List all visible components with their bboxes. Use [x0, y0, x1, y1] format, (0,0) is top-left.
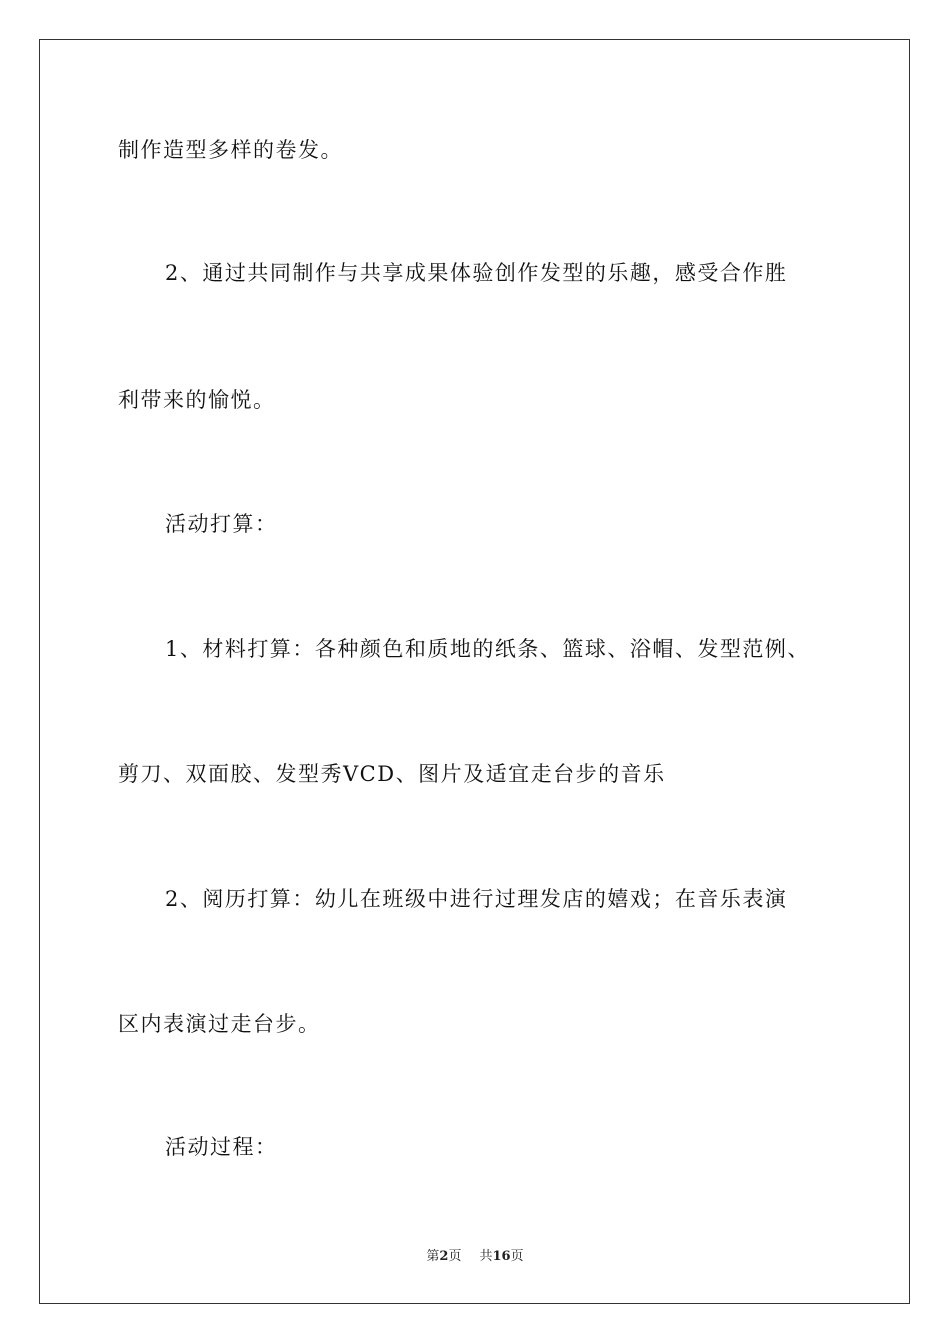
- total-label-prefix: 共: [479, 1249, 493, 1264]
- text-line-3: 利带来的愉悦。: [118, 388, 276, 412]
- page-footer: [0, 1248, 950, 1266]
- text-line-1: 制作造型多样的卷发。: [118, 138, 343, 162]
- page-label-prefix: 第: [426, 1249, 440, 1264]
- total-label-suffix: 页: [510, 1249, 524, 1264]
- text-line-7: 2、阅历打算：幼儿在班级中进行过理发店的嬉戏；在音乐表演: [165, 887, 788, 911]
- total-pages: 16: [492, 1249, 511, 1264]
- page-number: 2: [439, 1249, 449, 1264]
- text-line-5: 1、材料打算：各种颜色和质地的纸条、篮球、浴帽、发型范例、: [165, 637, 810, 661]
- page-border: [39, 39, 910, 1304]
- text-line-2: 2、通过共同制作与共享成果体验创作发型的乐趣，感受合作胜: [165, 261, 788, 285]
- text-line-6: 剪刀、双面胶、发型秀VCD、图片及适宜走台步的音乐: [118, 762, 666, 786]
- page-label-suffix: 页: [448, 1249, 462, 1264]
- text-line-8: 区内表演过走台步。: [118, 1012, 321, 1036]
- section-heading-preparation: 活动打算：: [165, 512, 278, 536]
- section-heading-process: 活动过程：: [165, 1135, 278, 1159]
